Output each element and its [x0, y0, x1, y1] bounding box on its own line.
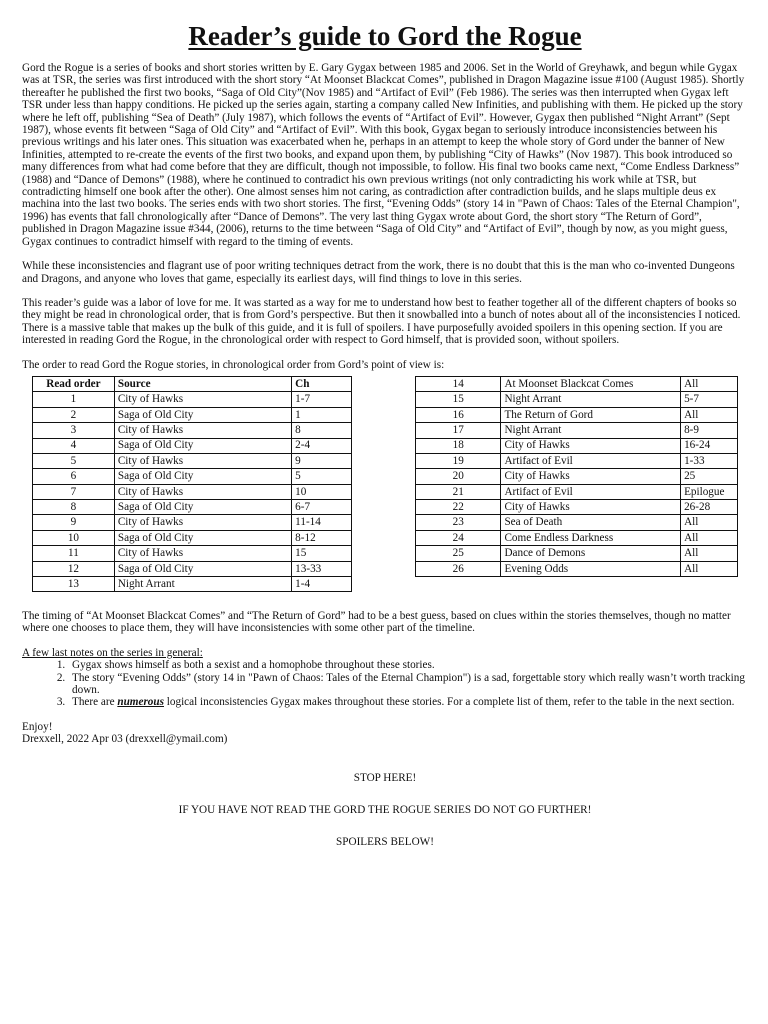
- table-row: [33, 515, 352, 530]
- chapter-cell: 6-7: [292, 500, 352, 515]
- read-order-cell: 15: [416, 392, 501, 407]
- document-page: [22, 20, 748, 849]
- table-row: [416, 561, 738, 576]
- signature-text: Drexxell, 2022 Apr 03 (drexxell@ymail.com): [22, 733, 228, 746]
- read-order-cell: 16: [416, 407, 501, 422]
- read-order-cell: 21: [416, 484, 501, 499]
- source-cell: Artifact of Evil: [501, 453, 681, 468]
- source-cell: City of Hawks: [501, 438, 681, 453]
- note-text: Gygax shows himself as both a sexist and a homophobe throughout these stories.: [72, 659, 435, 672]
- source-cell: Night Arrant: [114, 577, 291, 592]
- source-cell: City of Hawks: [114, 423, 291, 438]
- chapter-cell: 10: [292, 484, 352, 499]
- source-cell: Saga of Old City: [114, 530, 291, 545]
- chapter-cell: 5: [292, 469, 352, 484]
- source-cell: Dance of Demons: [501, 546, 681, 561]
- source-cell: City of Hawks: [114, 515, 291, 530]
- source-cell: Saga of Old City: [114, 561, 291, 576]
- chapter-cell: 26-28: [681, 500, 738, 515]
- chapter-cell: 1-7: [292, 392, 352, 407]
- enjoy-text: Enjoy!: [22, 720, 53, 733]
- table-row: [33, 577, 352, 592]
- source-cell: Saga of Old City: [114, 500, 291, 515]
- table-row: [416, 423, 738, 438]
- read-order-cell: 20: [416, 469, 501, 484]
- source-cell: Sea of Death: [501, 515, 681, 530]
- reading-order-table-right: [415, 376, 738, 577]
- table-row: [33, 453, 352, 468]
- notes-list: [22, 659, 748, 709]
- table-row: [416, 469, 738, 484]
- table-row: [416, 546, 738, 561]
- table-row: [33, 530, 352, 545]
- reading-order-intro: The order to read Gord the Rogue stories, in chronological order from Gord’s point of view is:: [22, 358, 445, 371]
- source-cell: Saga of Old City: [114, 438, 291, 453]
- read-order-cell: 9: [33, 515, 115, 530]
- guide-purpose-paragraph: This reader’s guide was a labor of love for me. It was started as a way for me to understand how best to feather together all of the different chapters of books so they might be read in chronological order, that is from Gord’s perspective. But then it snowballed into a bunch of notes about all of the inconsistencies I noticed. There is a massive table that makes up the bulk of this guide, and it is full of spoilers. I have purposefully avoided spoilers in this opening section. If you are interested in reading Gord the Rogue, in the chronological order with respect to Gord himself, that is provided soon, without spoilers.: [22, 296, 741, 347]
- stop-warning: STOP HERE!: [353, 771, 417, 784]
- read-order-cell: 11: [33, 546, 115, 561]
- timing-paragraph: The timing of “At Moonset Blackcat Comes” and “The Return of Gord” had to be a best guess, based on clues within the stories themselves, though no matter where one chooses to place them, they will have inconsistencies with some other part of the timeline.: [22, 609, 731, 635]
- note-text-before: There are: [72, 696, 118, 709]
- source-cell: Artifact of Evil: [501, 484, 681, 499]
- page-title: Reader’s guide to Gord the Rogue: [188, 21, 582, 51]
- series-warning: IF YOU HAVE NOT READ THE GORD THE ROGUE SERIES DO NOT GO FURTHER!: [178, 804, 592, 816]
- read-order-cell: 2: [33, 407, 115, 422]
- intro-paragraph: Gord the Rogue is a series of books and short stories written by E. Gary Gygax between 1985 and 2006. Set in the World of Greyhawk, and begun while Gygax was at TSR, the series was first introduced with the short story “At Moonset Blackcat Comes”, published in Dragon Magazine issue #100 (August 1985). Shortly thereafter he published the first two books, “Saga of Old City”(Nov 1985) and “Artifact of Evil” (Feb 1986). The series was then interrupted when Gygax left TSR under less than happy conditions. He picked up the series again, starting a company called New Infinities, and publishing with them. He picked up the story where he left off, publishing “Sea of Death” (July 1987), which follows the events of “Artifact of Evil”. However, Gygax then published “Night Arrant” (Sept 1987), whose events fit between “Saga of Old City” and “Artifact of Evil”. With this book, Gygax began to seriously introduce inconsistencies between his previous writings and his later ones. This situation was exacerbated when he, perhaps in an attempt to keep the whole story of Gord under the banner of New Infinities, attempted to re-create the events of the first two books, and expand upon them, by publishing “City of Hawks” (Nov 1987). This book introduced so many differences from what had come before that they are difficult, though not impossible, to follow. His final two books came next, “Come Endless Darkness” (1988) and “Dance of Demons” (1988), where he continued to contradict his own previous writings (not only contradicting his work while at TSR, but contradicting himself one book after the other). One almost senses him not caring, as contradiction after contradiction builds, and he slaps multiple deus ex machina into the last two books. The series ends with two short stories. The first, “Evening Odds” (story 14 in "Pawn of Chaos: Tales of the Eternal Champion", 1996) has events that fall chronologically after “Dance of Demons”. The very last thing Gygax wrote about Gord, the short story “The Return of Gord”, published in Dragon Magazine issue #344, (2006), returns to the time between “Saga of Old City” and “Artifact of Evil”, though by now, as you might guess, Gygax continues to contradict himself with regard to the timing of events.: [22, 62, 745, 248]
- source-cell: Saga of Old City: [114, 407, 291, 422]
- chapter-cell: 5-7: [681, 392, 738, 407]
- table-row: [33, 438, 352, 453]
- source-cell: City of Hawks: [501, 469, 681, 484]
- chapter-cell: All: [681, 561, 738, 576]
- chapter-cell: All: [681, 515, 738, 530]
- read-order-cell: 7: [33, 484, 115, 499]
- read-order-cell: 3: [33, 423, 115, 438]
- list-item: [68, 696, 748, 708]
- note-text-after: logical inconsistencies Gygax makes throughout these stories. For a complete list of them, refer to the table in the next section.: [163, 696, 735, 709]
- chapter-cell: 25: [681, 469, 738, 484]
- table-row: [33, 392, 352, 407]
- table-row: [416, 515, 738, 530]
- note-text: The story “Evening Odds” (story 14 in "Pawn of Chaos: Tales of the Eternal Champion") is a sad, forgettable story which really wasn’t worth tracking down.: [72, 671, 745, 696]
- chapter-cell: All: [681, 546, 738, 561]
- table-row: [33, 423, 352, 438]
- source-cell: City of Hawks: [114, 392, 291, 407]
- header-chapter: Ch: [292, 376, 352, 391]
- chapter-cell: 8-12: [292, 530, 352, 545]
- source-cell: Night Arrant: [501, 392, 681, 407]
- source-cell: Saga of Old City: [114, 469, 291, 484]
- table-row: [33, 484, 352, 499]
- header-source: Source: [114, 376, 291, 391]
- reading-order-table-left: [32, 376, 352, 592]
- table-row: [416, 407, 738, 422]
- header-read-order: Read order: [33, 376, 115, 391]
- table-row: [416, 484, 738, 499]
- source-cell: Night Arrant: [501, 423, 681, 438]
- source-cell: At Moonset Blackcat Comes: [501, 376, 681, 391]
- table-row: [33, 546, 352, 561]
- source-cell: City of Hawks: [114, 453, 291, 468]
- read-order-cell: 12: [33, 561, 115, 576]
- read-order-cell: 10: [33, 530, 115, 545]
- chapter-cell: 13-33: [292, 561, 352, 576]
- table-row: [33, 561, 352, 576]
- chapter-cell: Epilogue: [681, 484, 738, 499]
- table-row: [416, 392, 738, 407]
- table-row: [416, 438, 738, 453]
- source-cell: Evening Odds: [501, 561, 681, 576]
- inconsistency-paragraph: While these inconsistencies and flagrant use of poor writing techniques detract from the work, there is no doubt that this is the man who co-invented Dungeons and Dragons, and anyone who loves that game, especially its earliest days, will find things to love in this series.: [22, 260, 735, 285]
- table-row: [416, 530, 738, 545]
- reading-order-tables: [22, 376, 748, 592]
- chapter-cell: 8: [292, 423, 352, 438]
- source-cell: Come Endless Darkness: [501, 530, 681, 545]
- signoff: [22, 721, 748, 746]
- read-order-cell: 18: [416, 438, 501, 453]
- read-order-cell: 4: [33, 438, 115, 453]
- note-emphasis: numerous: [117, 696, 164, 709]
- read-order-cell: 25: [416, 546, 501, 561]
- read-order-cell: 1: [33, 392, 115, 407]
- list-item: [68, 659, 748, 671]
- table-row: [33, 469, 352, 484]
- source-cell: City of Hawks: [114, 546, 291, 561]
- chapter-cell: All: [681, 530, 738, 545]
- table-row: [416, 453, 738, 468]
- chapter-cell: 8-9: [681, 423, 738, 438]
- chapter-cell: 11-14: [292, 515, 352, 530]
- source-cell: City of Hawks: [501, 500, 681, 515]
- chapter-cell: 1-4: [292, 577, 352, 592]
- table-row: [33, 500, 352, 515]
- chapter-cell: 15: [292, 546, 352, 561]
- read-order-cell: 22: [416, 500, 501, 515]
- read-order-cell: 8: [33, 500, 115, 515]
- table-row: [416, 376, 738, 391]
- read-order-cell: 19: [416, 453, 501, 468]
- chapter-cell: 1: [292, 407, 352, 422]
- chapter-cell: 1-33: [681, 453, 738, 468]
- chapter-cell: 16-24: [681, 438, 738, 453]
- read-order-cell: 26: [416, 561, 501, 576]
- chapter-cell: 2-4: [292, 438, 352, 453]
- chapter-cell: All: [681, 376, 738, 391]
- source-cell: The Return of Gord: [501, 407, 681, 422]
- read-order-cell: 5: [33, 453, 115, 468]
- read-order-cell: 13: [33, 577, 115, 592]
- source-cell: City of Hawks: [114, 484, 291, 499]
- read-order-cell: 6: [33, 469, 115, 484]
- chapter-cell: All: [681, 407, 738, 422]
- read-order-cell: 14: [416, 376, 501, 391]
- read-order-cell: 23: [416, 515, 501, 530]
- table-row: [416, 500, 738, 515]
- list-item: [68, 672, 748, 697]
- notes-heading: A few last notes on the series in general:: [22, 646, 203, 659]
- spoiler-warning: SPOILERS BELOW!: [336, 836, 434, 849]
- table-header-row: [33, 376, 352, 391]
- read-order-cell: 17: [416, 423, 501, 438]
- read-order-cell: 24: [416, 530, 501, 545]
- chapter-cell: 9: [292, 453, 352, 468]
- table-row: [33, 407, 352, 422]
